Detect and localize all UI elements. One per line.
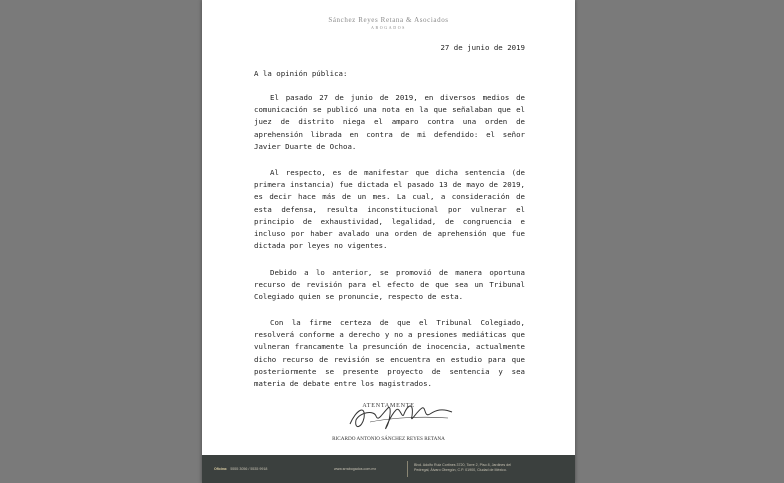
handwritten-signature (330, 392, 470, 434)
footer-divider (407, 461, 408, 477)
footer-address-line-2: Pedregal, Álvaro Obregón, C.P. 01900, Ciudad de México. (414, 467, 507, 472)
footer-phone-label: Oficina: (214, 467, 228, 471)
letter-date: 27 de junio de 2019 (440, 43, 525, 52)
letter-footer (202, 455, 575, 483)
footer-address (414, 463, 564, 472)
footer-address-line-1: Blvd. Adolfo Ruiz Cortines 3720, Torre 2, Piso 8, Jardines del (414, 463, 512, 467)
footer-phone-value: 5555 3056 / 5535 9918 (230, 467, 268, 471)
firm-subtitle: ABOGADOS (370, 25, 407, 30)
closing-attentamente: ATENTAMENTE (362, 403, 415, 409)
signer-name: RICARDO ANTONIO SÁNCHEZ REYES RETANA (332, 436, 445, 442)
footer-website: www.srrabogados.com.mx (334, 467, 377, 471)
salutation: A la opinión pública: (254, 69, 348, 78)
paragraph-4: Con la firme certeza de que el Tribunal Colegiado, resolverá conforme a derecho y no a presiones mediáticas que vulneran francamente la presunción de inocencia, actualmente dicho recurso de revisión se encuentra en estudio para que posteriormente se presente proyecto de sentencia y sea materia de debate entre los magistrados. (254, 318, 525, 389)
letterhead (202, 16, 575, 30)
firm-name: Sánchez Reyes Retana & Asociados (328, 16, 449, 24)
paragraph-2: Al respecto, es de manifestar que dicha sentencia (de primera instancia) fue dictada el pasado 13 de mayo de 2019, es decir hace más de un mes. La cual, a consideración de esta defensa, resulta inconstitucional por vulnerar el principio de exhaustividad, legalidad, de congruencia e incluso por haber avalado una orden de aprehensión que fue dictada por leyes no vigentes. (254, 168, 525, 251)
paragraph-1: El pasado 27 de junio de 2019, en diversos medios de comunicación se publicó una nota en la que señalaban que el juez de distrito niega el amparo contra una orden de aprehensión librada en contra de mi defendido: el señor Javier Duarte de Ochoa. (254, 93, 525, 151)
paragraph-3: Debido a lo anterior, se promovió de manera oportuna recurso de revisión para el efecto de que sea un Tribunal Colegiado quien se pronuncie, respecto de esta. (254, 268, 525, 302)
letter-page (202, 0, 575, 483)
footer-phone (214, 467, 267, 471)
